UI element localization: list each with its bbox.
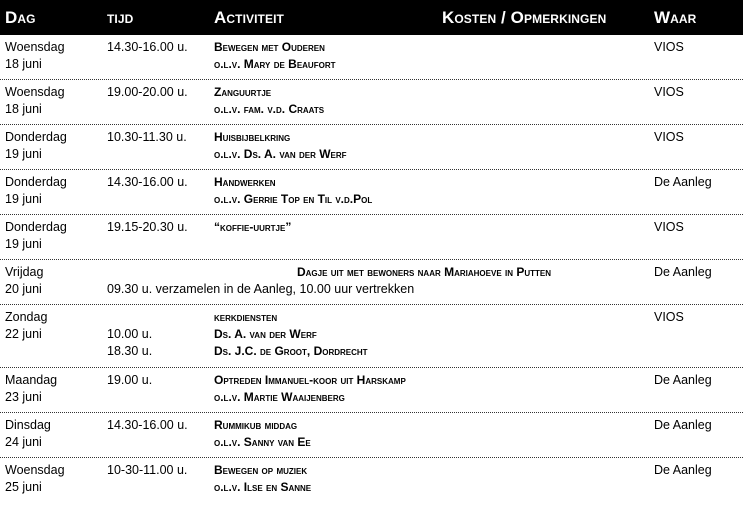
header-dag: Dag [5,8,36,27]
table-row [0,260,743,305]
location-cell: De Aanleg [654,418,712,432]
day-cell: Donderdag 19 juni [5,220,67,251]
day-cell: Dinsdag 24 juni [5,418,51,449]
table-row [0,170,743,215]
header-kosten: Kosten / Opmerkingen [442,8,607,27]
location-cell: De Aanleg [654,175,712,189]
table-header [0,0,743,35]
note-text: 09.30 u. verzamelen in de Aanleg, 10.00 uur vertrekken [107,282,415,296]
table-row [0,80,743,125]
time-cell: 14.30-16.00 u. [107,40,188,54]
table-row [0,125,743,170]
location-cell: VIOS [654,220,684,234]
activity-cell: Bewegen op muziek o.l.v. Ilse en Sanne [214,463,312,494]
day-cell: Donderdag 19 juni [5,175,67,206]
location-cell: De Aanleg [654,463,712,477]
activity-cell: kerkdiensten Ds. A. van der Werf Ds. J.C. de Groot, Dordrecht [214,310,368,358]
activity-cell: Bewegen met Ouderen o.l.v. Mary de Beaufort [214,40,336,71]
day-cell: Woensdag 25 juni [5,463,65,494]
day-cell: Vrijdag 20 juni [5,265,44,296]
table-row [0,305,743,368]
time-cell: 14.30-16.00 u. [107,175,188,189]
day-cell: Woensdag 18 juni [5,40,65,71]
day-cell: Donderdag 19 juni [5,130,67,161]
header-activiteit: Activiteit [214,8,284,27]
day-cell: Woensdag 18 juni [5,85,65,116]
day-cell: Zondag 22 juni [5,310,48,341]
time-cell: 19.00-20.00 u. [107,85,188,99]
time-cell: 10-30-11.00 u. [107,463,188,477]
activity-cell: Rummikub middag o.l.v. Sanny van Ee [214,418,311,449]
table-row [0,215,743,260]
location-cell: VIOS [654,40,684,54]
activity-cell: “koffie-uurtje” [214,220,292,234]
table-row [0,35,743,80]
location-cell: VIOS [654,85,684,99]
activity-cell: Handwerken o.l.v. Gerrie Top en Til v.d.Pol [214,175,373,206]
location-cell: VIOS [654,130,684,144]
location-cell: De Aanleg [654,373,712,387]
time-cell: 10.30-11.30 u. [107,130,187,144]
time-cell: 19.15-20.30 u. [107,220,188,234]
location-cell: De Aanleg [654,265,712,279]
table-row [0,458,743,503]
time-cell: 19.00 u. [107,373,153,387]
activity-cell: Optreden Immanuel-koor uit Harskamp o.l.v. Martie Waaijenberg [214,373,406,404]
activity-cell: Dagje uit met bewoners naar Mariahoeve in Putten [296,265,551,279]
day-cell: Maandag 23 juni [5,373,58,404]
activity-cell: Huisbijbelkring o.l.v. Ds. A. van der Werf [214,130,347,161]
table-row [0,368,743,413]
header-waar: Waar [654,8,697,27]
time-cell: 10.00 u. 18.30 u. [107,327,153,358]
table-row [0,413,743,458]
time-cell: 14.30-16.00 u. [107,418,188,432]
activity-cell: Zanguurtje o.l.v. fam. v.d. Craats [214,85,325,116]
header-tijd: tijd [107,8,134,27]
location-cell: VIOS [654,310,684,324]
schedule-table [0,35,743,503]
